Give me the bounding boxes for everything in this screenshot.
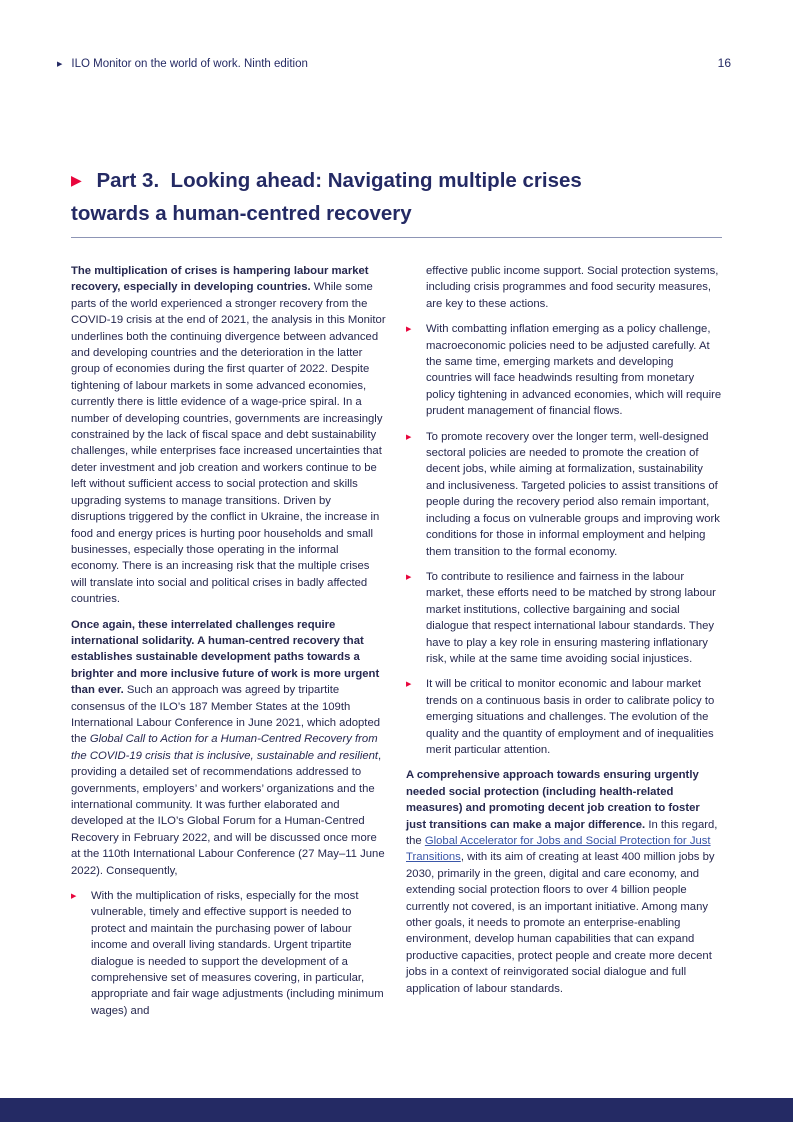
header-arrow-icon: ▶: [57, 61, 63, 68]
bullet-arrow-icon: ▶: [406, 681, 412, 689]
bullet-item: [406, 321, 722, 419]
title-divider: [71, 237, 722, 238]
paragraph: [406, 263, 722, 312]
paragraph-text: [91, 888, 387, 1019]
paragraph-text: [426, 676, 722, 758]
bullet-item: [71, 888, 387, 1019]
text-run: A comprehensive approach towards ensuring urgently needed social protection (including health-related measures) and promoting decent job creation to foster just transitions can make a major difference.: [406, 769, 700, 831]
text-run: To promote recovery over the longer term, well-designed sectoral policies are needed to promote the creation of decent jobs, while aiming at formalization, sustainability and inclusiveness. Targeted policies to assist transitions of people during the recovery period also remain important, including a focus on vulnerable groups and improving work conditions for those in informal employment and helping them transition to the formal economy.: [426, 430, 720, 558]
bullet-item: [406, 429, 722, 560]
paragraph: [406, 767, 722, 997]
text-run: Such an approach was agreed by tripartite consensus of the ILO’s 187 Member States at the 109th International Labour Conference in June 2021, which adopted the: [71, 684, 381, 746]
bullet-arrow-icon: ▶: [71, 893, 77, 901]
left-column: [71, 263, 387, 1028]
text-run: To contribute to resilience and fairness in the labour market, these efforts need to be matched by strong labour market institutions, collective bargaining and social dialogue that respect international labour standards. They have to play a key role in ensuring mastering inflationary risk, while at the same time avoiding social injustices.: [426, 570, 716, 665]
paragraph-text: [71, 617, 387, 880]
paragraph: [71, 263, 387, 608]
paragraph-text: [71, 263, 387, 608]
text-run: Global Call to Action for a Human-Centred Recovery from the COVID-19 crisis that is inclusive, sustainable and resilient: [71, 733, 379, 762]
text-run: , providing a detailed set of recommendations addressed to governments, employers’ and workers’ organizations and the international community. It was further elaborated and developed at the ILO’s Global Forum for a Human-Centred Recovery in February 2022, and will be discussed once more at the 110th International Labour Conference (27 May–11 June 2022). Consequently,: [71, 749, 385, 877]
body-columns: [71, 263, 722, 1028]
paragraph-text: [406, 767, 722, 997]
bullet-arrow-icon: ▶: [406, 433, 412, 441]
section-title: [71, 165, 731, 230]
paragraph-text: [426, 263, 722, 312]
text-run: Once again, these interrelated challenges require international solidarity. A human-centred recovery that establishes sustainable development paths towards a brighter and more inclusive future of work is more urgent than ever.: [71, 618, 380, 697]
paragraph-text: [426, 429, 722, 560]
inline-link[interactable]: Global Accelerator for Jobs and Social Protection for Just Transitions: [406, 835, 711, 864]
page-number: 16: [717, 56, 731, 70]
paragraph-text: [426, 569, 722, 667]
section-title-line1: [71, 165, 731, 198]
text-run: With the multiplication of risks, especially for the most vulnerable, timely and effective support is needed to protect and maintain the purchasing power of labour income and overall living standards. Urgent tripartite dialogue is needed to support the development of a comprehensive set of measures covering, in particular, appropriate and fair wage adjustments (including minimum wages) and: [91, 890, 384, 1017]
text-run: It will be critical to monitor economic and labour market trends on a continuous basis in order to calibrate policy to emerging situations and challenges. The evolution of the quality and the quantity of employment and of inequalities merit particular attention.: [426, 678, 715, 756]
bullet-item: [406, 676, 722, 758]
text-run: The multiplication of crises is hampering labour market recovery, especially in developing countries.: [71, 265, 369, 294]
bullet-item: [406, 569, 722, 667]
text-run: effective public income support. Social protection systems, including crisis programmes and food security measures, are key to these actions.: [426, 265, 719, 310]
bullet-arrow-icon: ▶: [406, 326, 412, 334]
right-column: [406, 263, 722, 1028]
footer-bar: [0, 1098, 793, 1122]
section-title-line2: towards a human-centred recovery: [71, 202, 412, 225]
text-run: While some parts of the world experienced a stronger recovery from the COVID-19 crisis at the end of 2021, the analysis in this Monitor underlines both the continuing divergence between advanced and developing countries and the deterioration in the latter group of economies during the first quarter of 2022. Despite tightening of labour markets in some advanced economies, currently there is little evidence of a wage-price spiral. In a number of developing countries, governments are increasingly constrained by the lack of fiscal space and debt sustainability challenges, while enterprises face increased uncertainties that deter investment and job creation and workers continue to be left without sufficient access to social protection and skills upgrading systems to manage transitions. Driven by disruptions triggered by the conflict in Ukraine, the increase in food and energy prices is hurting poor households and small businesses, especially those operating in the informal economy. There is an increasing risk that the multiple crises will translate into social and political crises in badly affected countries.: [71, 281, 386, 606]
bullet-arrow-icon: ▶: [406, 573, 412, 581]
text-run: In this regard, the: [406, 818, 718, 847]
section-title-text1: Part 3. Looking ahead: Navigating multiple crises: [96, 169, 582, 192]
paragraph-text: [426, 321, 722, 419]
page-header: [57, 56, 731, 70]
running-header-title: ILO Monitor on the world of work. Ninth edition: [71, 58, 308, 70]
text-run: With combatting inflation emerging as a policy challenge, macroeconomic policies need to be adjusted carefully. At the same time, emerging markets and developing countries will face headwinds resulting from monetary policy tightening in advanced economies, which will require prudent management of financial flows.: [426, 323, 722, 418]
paragraph: [71, 617, 387, 880]
text-run: , with its aim of creating at least 400 million jobs by 2030, primarily in the green, digital and care economy, and extending social protection floors to over 4 billion people currently not covered, is an important initiative. Among many other goals, it needs to promote an enterprise-enabling environment, develop human capabilities that can expand productive capacities, protect people and create more decent jobs in a context of reinvigorated social dialogue and full application of labour standards.: [406, 851, 715, 995]
section-arrow-icon: ▶: [71, 172, 82, 188]
